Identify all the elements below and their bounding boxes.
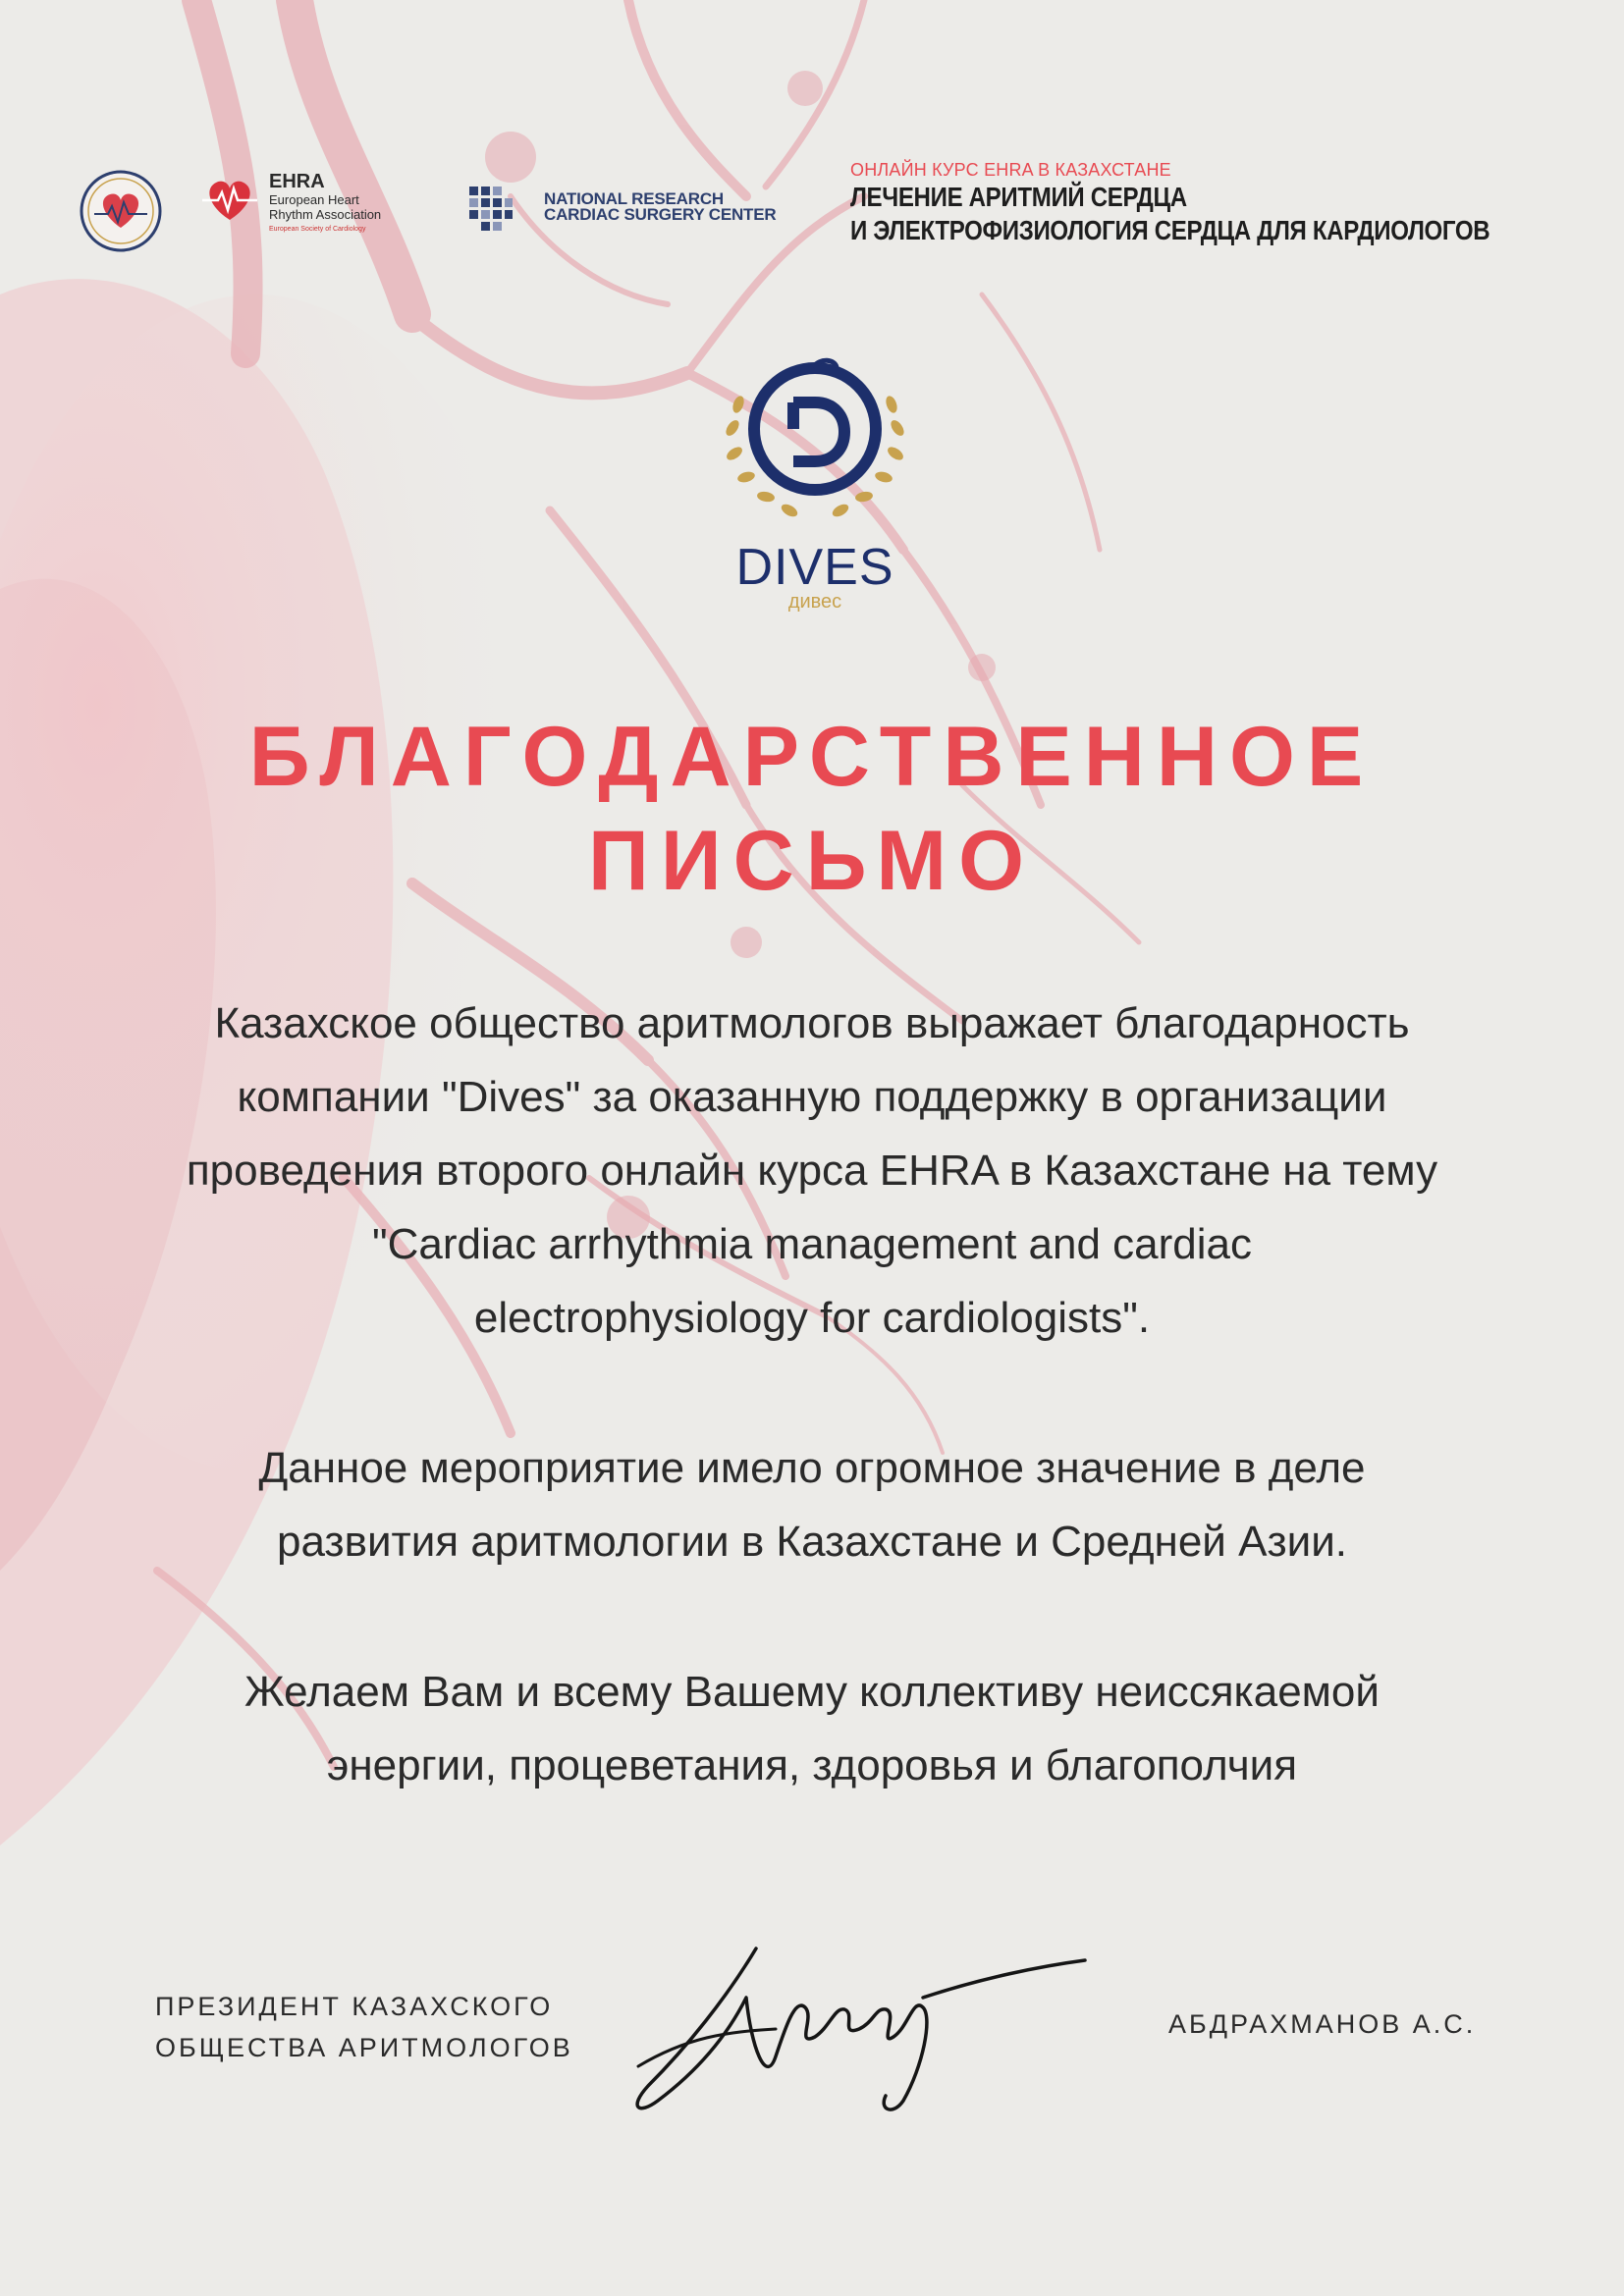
paragraph-line: проведения второго онлайн курса EHRA в Казахстане на тему [186, 1147, 1438, 1195]
course-title-line2: И ЭЛЕКТРОФИЗИОЛОГИЯ СЕРДЦА ДЛЯ КАРДИОЛОГОВ [850, 215, 1490, 245]
letter-title-line2: ПИСЬМО [588, 814, 1036, 908]
signatory-name: АБДРАХМАНОВ А.С. [1168, 2009, 1477, 2039]
handwritten-signature [628, 1939, 1100, 2115]
ehra-logo-title: EHRA [269, 171, 325, 192]
ehra-heart-icon [198, 169, 261, 228]
course-title-line1: ЛЕЧЕНИЕ АРИТМИЙ СЕРДЦА [850, 182, 1187, 212]
ehra-logo-line1: European Heart [269, 192, 359, 207]
dives-emblem-logo [697, 346, 933, 552]
dives-brand-subname: дивес [787, 591, 842, 613]
paragraph-line: Данное мероприятие имело огромное значение в деле [258, 1444, 1366, 1492]
wishes-paragraph [59, 1655, 1565, 1802]
ehra-logo [198, 169, 424, 247]
letter-title-line1: БЛАГОДАРСТВЕННОЕ [248, 710, 1376, 804]
signatory-position-line2: ОБЩЕСТВА АРИТМОЛОГОВ [155, 2033, 573, 2062]
kazakh-arrhythmologists-society-logo [77, 167, 165, 255]
letter-title [0, 705, 1624, 913]
course-kicker: ОНЛАЙН КУРС EHRA В КАЗАХСТАНЕ [850, 160, 1171, 180]
ehra-logo-line2: Rhythm Association [269, 207, 382, 222]
paragraph-line: electrophysiology for cardiologists". [473, 1294, 1151, 1342]
dives-brand-name: DIVES [735, 539, 894, 596]
course-header [850, 160, 1577, 247]
signatory-position [155, 1986, 573, 2068]
nrc-logo-line1: NATIONAL RESEARCH [544, 189, 724, 208]
paragraph-line: "Cardiac arrhythmia management and cardiac [371, 1220, 1253, 1268]
paragraph-line: развития аритмологии в Казахстане и Средней Азии. [276, 1518, 1348, 1566]
nrc-logo-line2: CARDIAC SURGERY CENTER [544, 205, 777, 224]
signatory-position-line1: ПРЕЗИДЕНТ КАЗАХСКОГО [155, 1992, 554, 2021]
nrc-grid-icon [467, 185, 514, 238]
ehra-logo-esc: European Society of Cardiology [269, 226, 366, 233]
significance-paragraph [59, 1431, 1565, 1578]
paragraph-line: компании "Dives" за оказанную поддержку в организации [237, 1073, 1387, 1121]
gratitude-paragraph [59, 987, 1565, 1355]
paragraph-line: Желаем Вам и всему Вашему коллективу неиссякаемой [244, 1668, 1380, 1716]
national-research-cardiac-surgery-center-logo [467, 185, 782, 243]
paragraph-line: Казахское общество аритмологов выражает благодарность [214, 999, 1410, 1047]
paragraph-line: энергии, процеветания, здоровья и благополчия [326, 1741, 1298, 1789]
